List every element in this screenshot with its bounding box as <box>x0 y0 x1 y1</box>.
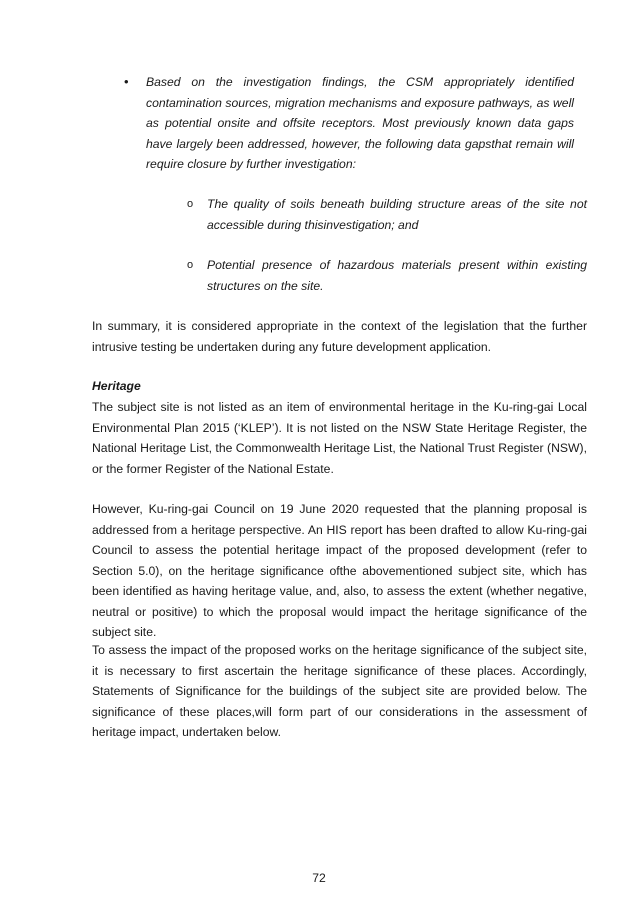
sub-bullet-marker: o <box>187 259 194 271</box>
page-number: 72 <box>312 871 326 885</box>
sub-bullet-text: Potential presence of hazardous materials present within existing structures on the site. <box>207 258 587 293</box>
sub-bullet-item <box>187 194 587 235</box>
heritage-paragraph-2: However, Ku-ring-gai Council on 19 June 2020 requested that the planning proposal is addressed from a heritage perspective. An HIS report has been drafted to allow Ku-ring-gai Council to assess the potential heritage impact of the proposed development (refer to Section 5.0), on the heritage significance ofthe abovementioned subject site, which has been identified as having heritage value, and, also, to assess the extent (whether negative, neutral or positive) to which the proposal would impact the heritage significance of the subject site. <box>92 502 587 639</box>
summary-paragraph: In summary, it is considered appropriate in the context of the legislation that the further intrusive testing be undertaken during any future development application. <box>92 319 587 354</box>
bullet-text: Based on the investigation findings, the CSM appropriately identified contamination sources, migration mechanisms and exposure pathways, as well as potential onsite and offsite receptors. Most previously known data gaps have largely been addressed, however, the following data gapsthat remain will require closure by further investigation: <box>146 75 574 171</box>
heritage-paragraph-3: To assess the impact of the proposed works on the heritage significance of the subject site, it is necessary to first ascertain the heritage significance of these places. Accordingly, Statements of Significance for the buildings of the subject site are provided below. The significance of these places,will form part of our considerations in the assessment of heritage impact, undertaken below. <box>92 643 587 739</box>
sub-bullet-marker: o <box>187 198 194 210</box>
sub-bullet-item <box>187 255 587 296</box>
bullet-item <box>124 72 574 175</box>
heritage-paragraph-1: The subject site is not listed as an item of environmental heritage in the Ku-ring-gai Local Environmental Plan 2015 (‘KLEP’). It is not listed on the NSW State Heritage Register, the National Heritage List, the Commonwealth Heritage List, the National Trust Register (NSW), or the former Register of the National Estate. <box>92 400 587 476</box>
heritage-heading: Heritage <box>92 379 141 393</box>
sub-bullet-text: The quality of soils beneath building structure areas of the site not accessible during thisinvestigation; and <box>207 197 587 232</box>
bullet-marker: • <box>124 74 129 89</box>
